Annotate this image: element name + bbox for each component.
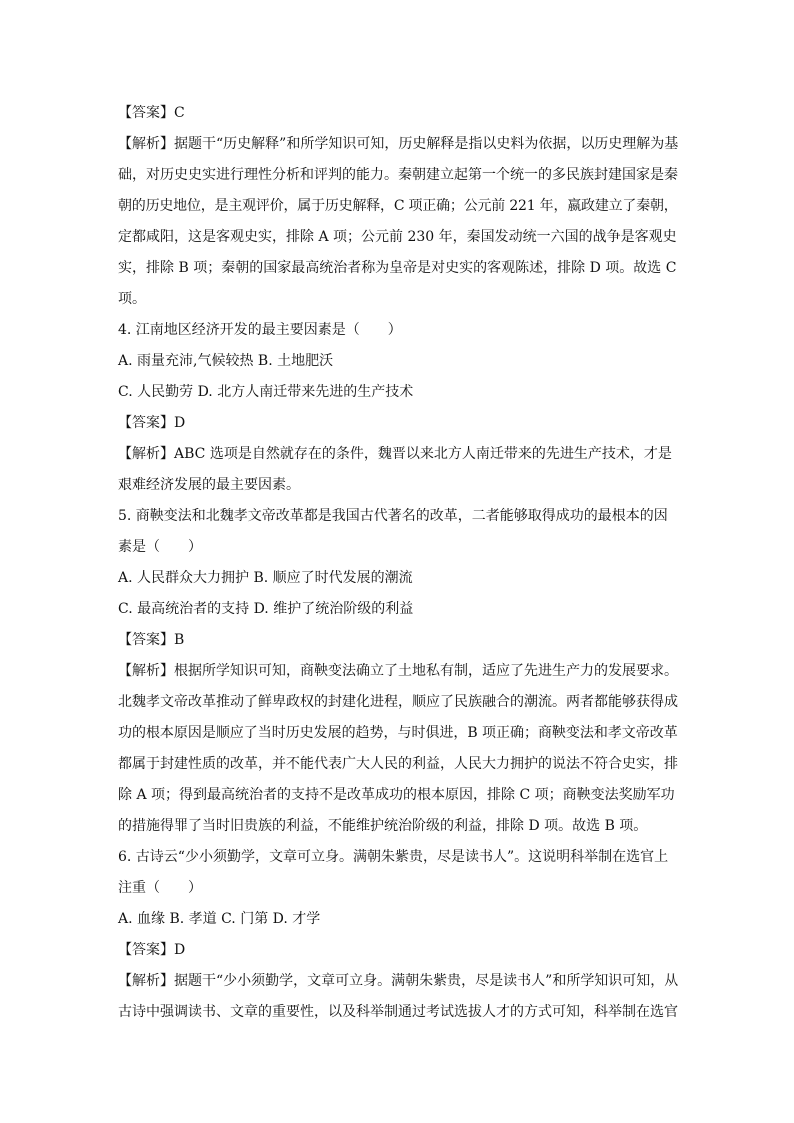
analysis-5-line: 除 A 项；得到最高统治者的支持不是改革成功的根本原因，排除 C 项；商鞅变法奖励军功 [118,787,675,803]
analysis-5-line: 都属于封建性质的改革，并不能代表广大人民的利益，人民大力拥护的说法不符合史实，排 [118,756,678,772]
analysis-4-line: 艰难经济发展的最主要因素。 [118,477,300,493]
document-page [118,98,678,1028]
question-6-options: A. 血缘 B. 孝道 C. 门第 D. 才学 [118,911,321,927]
analysis-6-line: 【解析】据题干“少小须勤学，文章可立身。满朝朱紫贵，尽是读书人”和所学知识可知，从 [118,973,679,989]
analysis-5-line: 【解析】根据所学知识可知，商鞅变法确立了土地私有制，适应了先进生产力的发展要求。 [118,663,678,679]
analysis-3-line: 朝的历史地位，是主观评价，属于历史解释，C 项正确；公元前 221 年，嬴政建立了秦朝， [118,198,678,214]
answer-4: 【答案】D [118,415,186,431]
question-4-options: A. 雨量充沛,气候较热 B. 土地肥沃 [118,353,334,369]
answer-3: 【答案】C [118,105,185,121]
analysis-6-line: 古诗中强调读书、文章的重要性，以及科举制通过考试选拔人才的方式可知，科举制在选官 [118,1004,678,1020]
analysis-5-line: 北魏孝文帝改革推动了鲜卑政权的封建化进程，顺应了民族融合的潮流。两者都能够获得成 [118,694,678,710]
analysis-3-line: 项。 [118,291,146,307]
question-4-options: C. 人民勤劳 D. 北方人南迁带来先进的生产技术 [118,384,414,400]
analysis-3-line: 【解析】据题干“历史解释”和所学知识可知，历史解释是指以史料为依据，以历史理解为基 [118,136,679,152]
analysis-5-line: 功的根本原因是顺应了当时历史发展的趋势，与时俱进，B 项正确；商鞅变法和孝文帝改革 [118,725,678,741]
question-5-options: C. 最高统治者的支持 D. 维护了统治阶级的利益 [118,601,414,617]
question-4-stem: 4. 江南地区经济开发的最主要因素是（ ） [118,322,402,338]
analysis-5-line: 的措施得罪了当时旧贵族的利益，不能维护统治阶级的利益，排除 D 项。故选 B 项。 [118,818,648,834]
answer-5: 【答案】B [118,632,185,648]
analysis-3-line: 定都咸阳，这是客观史实，排除 A 项；公元前 230 年，秦国发动统一六国的战争是客观史 [118,229,677,245]
analysis-4-line: 【解析】ABC 选项是自然就存在的条件，魏晋以来北方人南迁带来的先进生产技术，才是 [118,446,672,462]
question-5-options: A. 人民群众大力拥护 B. 顺应了时代发展的潮流 [118,570,413,586]
question-6-stem: 注重（ ） [118,880,202,896]
question-5-stem: 素是（ ） [118,539,202,555]
answer-6: 【答案】D [118,942,186,958]
analysis-3-line: 础，对历史史实进行理性分析和评判的能力。秦朝建立起第一个统一的多民族封建国家是秦 [118,167,678,183]
question-5-stem: 5. 商鞅变法和北魏孝文帝改革都是我国古代著名的改革，二者能够取得成功的最根本的因 [118,508,668,524]
question-6-stem: 6. 古诗云“少小须勤学，文章可立身。满朝朱紫贵，尽是读书人”。这说明科举制在选官上 [118,849,669,865]
analysis-3-line: 实，排除 B 项；秦朝的国家最高统治者称为皇帝是对史实的客观陈述，排除 D 项。故选 C [118,260,677,276]
